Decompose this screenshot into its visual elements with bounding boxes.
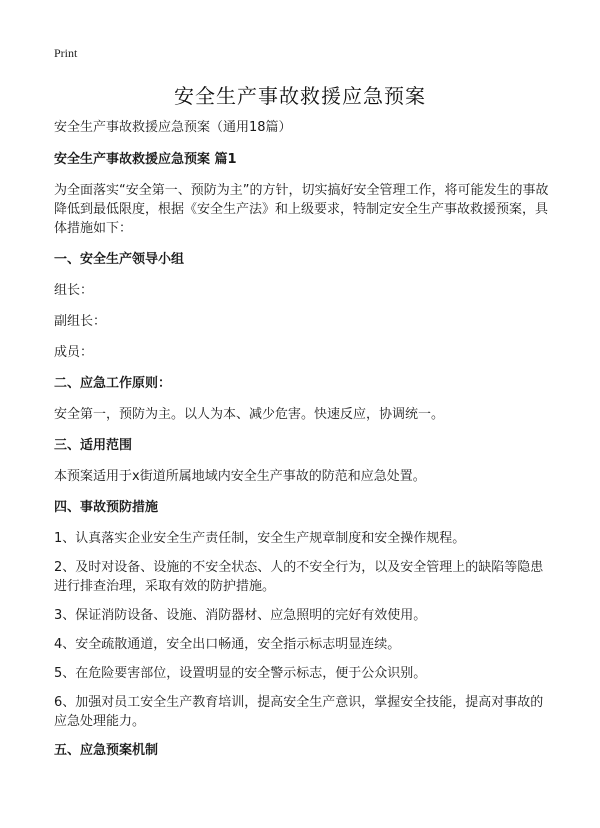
- list-item: 4、安全疏散通道，安全出口畅通，安全指示标志明显连续。: [54, 637, 401, 652]
- list-item: 2、及时对设备、设施的不安全状态、人的不安全行为，以及安全管理上的缺陷等隐患进行排查治理，采取有效的防护措施。: [54, 560, 544, 594]
- members-field: 成员：: [54, 345, 94, 360]
- section-heading-prevention: 四、事故预防措施: [54, 500, 159, 515]
- list-item: 3、保证消防设备、设施、消防器材、应急照明的完好有效使用。: [54, 608, 427, 623]
- section-heading-principles: 二、应急工作原则：: [54, 376, 172, 391]
- section-heading-scope: 三、适用范围: [54, 438, 133, 453]
- scope-text: 本预案适用于x街道所属地域内安全生产事故的防范和应急处置。: [54, 469, 426, 484]
- document-title: 安全生产事故救援应急预案: [174, 84, 426, 108]
- list-item: 5、在危险要害部位，设置明显的安全警示标志，便于公众识别。: [54, 666, 427, 681]
- section-heading-leadership: 一、安全生产领导小组: [54, 252, 185, 267]
- document-body: [54, 118, 550, 772]
- list-item: 6、加强对员工安全生产教育培训，提高安全生产意识，掌握安全技能，提高对事故的应急处理能力。: [54, 695, 544, 729]
- deputy-leader-field: 副组长：: [54, 314, 107, 329]
- principles-text: 安全第一，预防为主。以人为本、减少危害。快速反应，协调统一。: [54, 407, 445, 422]
- intro-paragraph: 为全面落实“安全第一、预防为主”的方针，切实搞好安全管理工作，将可能发生的事故降低到最低限度，根据《安全生产法》和上级要求，特制定安全生产事故救援预案，具体措施如下：: [54, 183, 549, 236]
- article-heading: 安全生产事故救援应急预案 篇1: [54, 152, 237, 167]
- list-item: 1、认真落实企业安全生产责任制，安全生产规章制度和安全操作规程。: [54, 531, 466, 546]
- leader-field: 组长：: [54, 283, 94, 298]
- document-subtitle: 安全生产事故救援应急预案（通用18篇）: [54, 120, 292, 135]
- section-heading-mechanism: 五、应急预案机制: [54, 743, 159, 758]
- print-label: Print: [54, 46, 78, 60]
